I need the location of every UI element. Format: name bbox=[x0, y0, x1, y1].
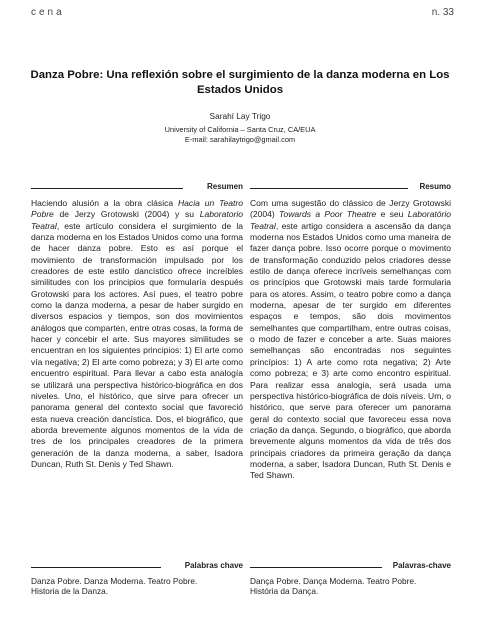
resumo-text-1: Com uma sugestão do clássico de Jerzy Grotowski (2004) bbox=[250, 198, 451, 220]
resumo-italic-1: Towards a Poor Theatre bbox=[279, 209, 377, 220]
resumo-heading-label: Resumo bbox=[419, 182, 451, 191]
resumen-heading bbox=[31, 182, 243, 194]
palabras-chave-label: Palabras chave bbox=[184, 561, 243, 570]
resumen-abstract bbox=[31, 198, 243, 470]
palavras-chave-label: Palavras-chave bbox=[392, 561, 451, 570]
resumen-text-1: Haciendo alusión a la obra clásica bbox=[31, 198, 178, 208]
resumo-text-2: e seu bbox=[376, 209, 408, 220]
resumen-text-3: , este artículo considera el surgimiento de la danza moderna en los Estados Unidos como una forma de hacer danza pobre. Esto es así porque el movimiento de transformación impulsado por los creadores de este estilo dancístico ofrece increíbles similitudes con los principios que formularía después Grotowski para los actores. Así pues, el teatro pobre como la danza moderna, a pesar de haber surgido en diversos espacios y tiempos, son dos movimientos análogos que comparten, entre otras cosas, la forma de hacer y concebir el arte. Sus mayores similitudes se encuentran en los siguientes principios: 1) El arte como vía negativa; 2) El arte como pobreza; y 3) El arte como encuentro espiritual. Para llevar a cabo esta analogía se utilizará una perspectiva histórico-biográfica en dos niveles. Uno, el histórico, que sirve para ofrecer un panorama general del contexto social que favoreció esta nueva creación dancística. Dos, el biográfico, que aborda brevemente algunos momentos de la vida de tres de los principales creadores de la primera generación de la danza moderna, a saber, Isadora Duncan, Ruth St. Denis y Ted Shawn. bbox=[31, 220, 243, 469]
author-affiliation-block bbox=[0, 125, 480, 144]
resumen-italic-1: Hacia un Teatro Pobre bbox=[31, 198, 243, 220]
resumo-text-3: , este artigo considera a ascensão da dança moderna nos Estados Unidos como uma maneira de fazer dança pobre. Isso ocorre porque o movimento de transformação conduzido pelos criadores desse estilo de dança oferece incríveis semelhanças com os princípios que Grotowski mais tarde formularia para os atores. Assim, o teatro pobre como a dança moderna, apesar de ter surgido em diferentes espaços e tempos, são dois movimentos semelhantes que compartilham, entre outras coisas, o modo de fazer e conceber a arte. Suas maiores semelhanças são encontradas nos seguintes princípios: 1) A arte como rota negativa; 2) Arte como pobreza; e 3) arte como encontro espiritual. Para realizar essa analogia, será usada uma perspectiva histórico-biográfica de dois níveis. Um, o histórico, que serve para oferecer um panorama geral do contexto social que favoreceu essa nova criação da dança. Segundo, o biográfico, que aborda brevemente alguns momentos da vida de três dos principais criadores da primeira geração da dança moderna, a saber, Isadora Duncan, Ruth St. Denis e Ted Shawn. bbox=[250, 220, 451, 481]
palavras-chave-rule bbox=[250, 567, 382, 568]
resumo-rule bbox=[250, 188, 408, 189]
resumen-italic-2: Laboratorio Teatral bbox=[31, 209, 243, 231]
journal-name: cena bbox=[31, 7, 65, 18]
author-email: E-mail: sarahilaytrigo@gmail.com bbox=[184, 134, 296, 144]
resumen-text-2: de Jerzy Grotowski (2004) y su bbox=[53, 209, 200, 220]
palabras-chave-text: Danza Pobre. Danza Moderna. Teatro Pobre. Historia de la Danza. bbox=[31, 576, 198, 597]
palavras-chave-heading bbox=[250, 561, 451, 573]
page-number: n. 33 bbox=[431, 7, 454, 18]
resumo-heading bbox=[250, 182, 451, 194]
resumo-italic-2: Laboratório Teatral bbox=[250, 209, 451, 231]
article-title: Danza Pobre: Una reflexión sobre el surgimiento de la danza moderna en Los Estados Unidos bbox=[30, 69, 450, 96]
resumo-abstract bbox=[250, 198, 451, 482]
article-author: Sarahí Lay Trigo bbox=[209, 111, 271, 121]
resumen-heading-label: Resumen bbox=[206, 182, 243, 191]
palavras-chave-text: Dança Pobre. Dança Moderna. Teatro Pobre. História da Dança. bbox=[250, 576, 417, 597]
palabras-chave-heading bbox=[31, 561, 243, 573]
palabras-chave-rule bbox=[31, 567, 161, 568]
resumen-rule bbox=[31, 188, 183, 189]
author-affiliation: University of California – Santa Cruz, CA/EUA bbox=[164, 125, 316, 134]
